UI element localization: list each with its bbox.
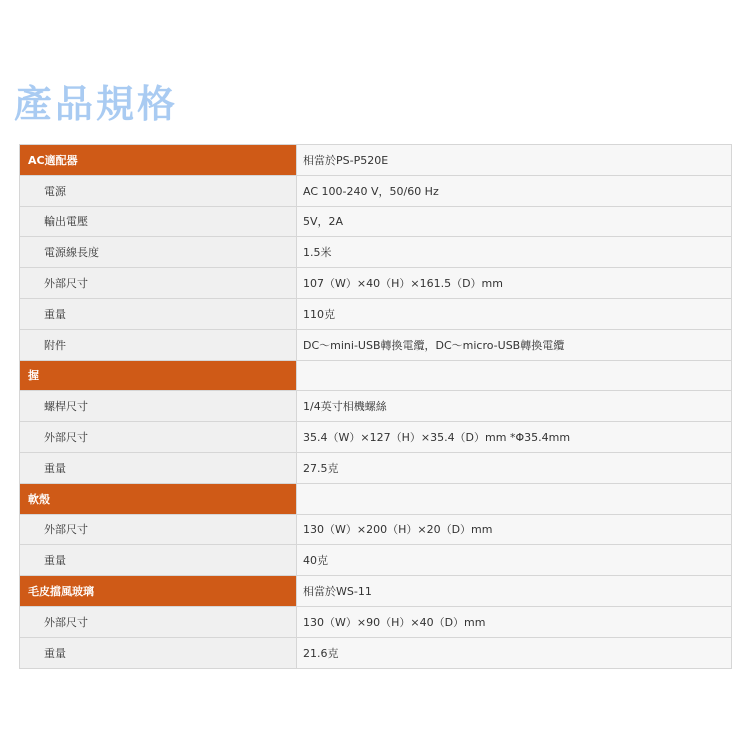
spec-value: 21.6克 (297, 637, 732, 668)
spec-label: 外部尺寸 (20, 606, 297, 637)
spec-value: AC 100-240 V，50/60 Hz (297, 175, 732, 206)
spec-value: 1.5米 (297, 237, 732, 268)
spec-value: 107（W）×40（H）×161.5（D）mm (297, 268, 732, 299)
spec-value: 110克 (297, 298, 732, 329)
spec-label: 附件 (20, 329, 297, 360)
spec-label: 重量 (20, 637, 297, 668)
spec-table-body (20, 145, 732, 669)
spec-row (20, 206, 732, 237)
spec-row (20, 514, 732, 545)
spec-label: 重量 (20, 452, 297, 483)
section-row (20, 483, 732, 514)
section-label: AC適配器 (20, 145, 297, 176)
spec-row (20, 422, 732, 453)
section-label: 握 (20, 360, 297, 391)
spec-row (20, 268, 732, 299)
spec-row (20, 175, 732, 206)
spec-label: 重量 (20, 298, 297, 329)
spec-label: 重量 (20, 545, 297, 576)
spec-row (20, 391, 732, 422)
spec-value: 35.4（W）×127（H）×35.4（D）mm *Φ35.4mm (297, 422, 732, 453)
section-value: 相當於PS-P520E (297, 145, 732, 176)
section-value (297, 483, 732, 514)
spec-value: 1/4英寸相機螺絲 (297, 391, 732, 422)
section-row (20, 145, 732, 176)
spec-label: 電源 (20, 175, 297, 206)
spec-value: 40克 (297, 545, 732, 576)
spec-row (20, 545, 732, 576)
spec-row (20, 606, 732, 637)
section-row (20, 576, 732, 607)
section-value: 相當於WS-11 (297, 576, 732, 607)
section-row (20, 360, 732, 391)
spec-row (20, 329, 732, 360)
spec-label: 外部尺寸 (20, 268, 297, 299)
spec-row (20, 452, 732, 483)
section-label: 毛皮擋風玻璃 (20, 576, 297, 607)
section-label: 軟殼 (20, 483, 297, 514)
spec-value: 27.5克 (297, 452, 732, 483)
spec-label: 外部尺寸 (20, 514, 297, 545)
spec-value: DC～mini-USB轉換電纜，DC～micro-USB轉換電纜 (297, 329, 732, 360)
spec-row (20, 298, 732, 329)
spec-label: 螺桿尺寸 (20, 391, 297, 422)
section-value (297, 360, 732, 391)
spec-table (19, 144, 732, 669)
spec-row (20, 637, 732, 668)
spec-label: 外部尺寸 (20, 422, 297, 453)
spec-value: 130（W）×90（H）×40（D）mm (297, 606, 732, 637)
spec-value: 5V，2A (297, 206, 732, 237)
spec-label: 輸出電壓 (20, 206, 297, 237)
spec-row (20, 237, 732, 268)
spec-value: 130（W）×200（H）×20（D）mm (297, 514, 732, 545)
page-title: 產品規格 (14, 82, 179, 126)
spec-label: 電源線長度 (20, 237, 297, 268)
